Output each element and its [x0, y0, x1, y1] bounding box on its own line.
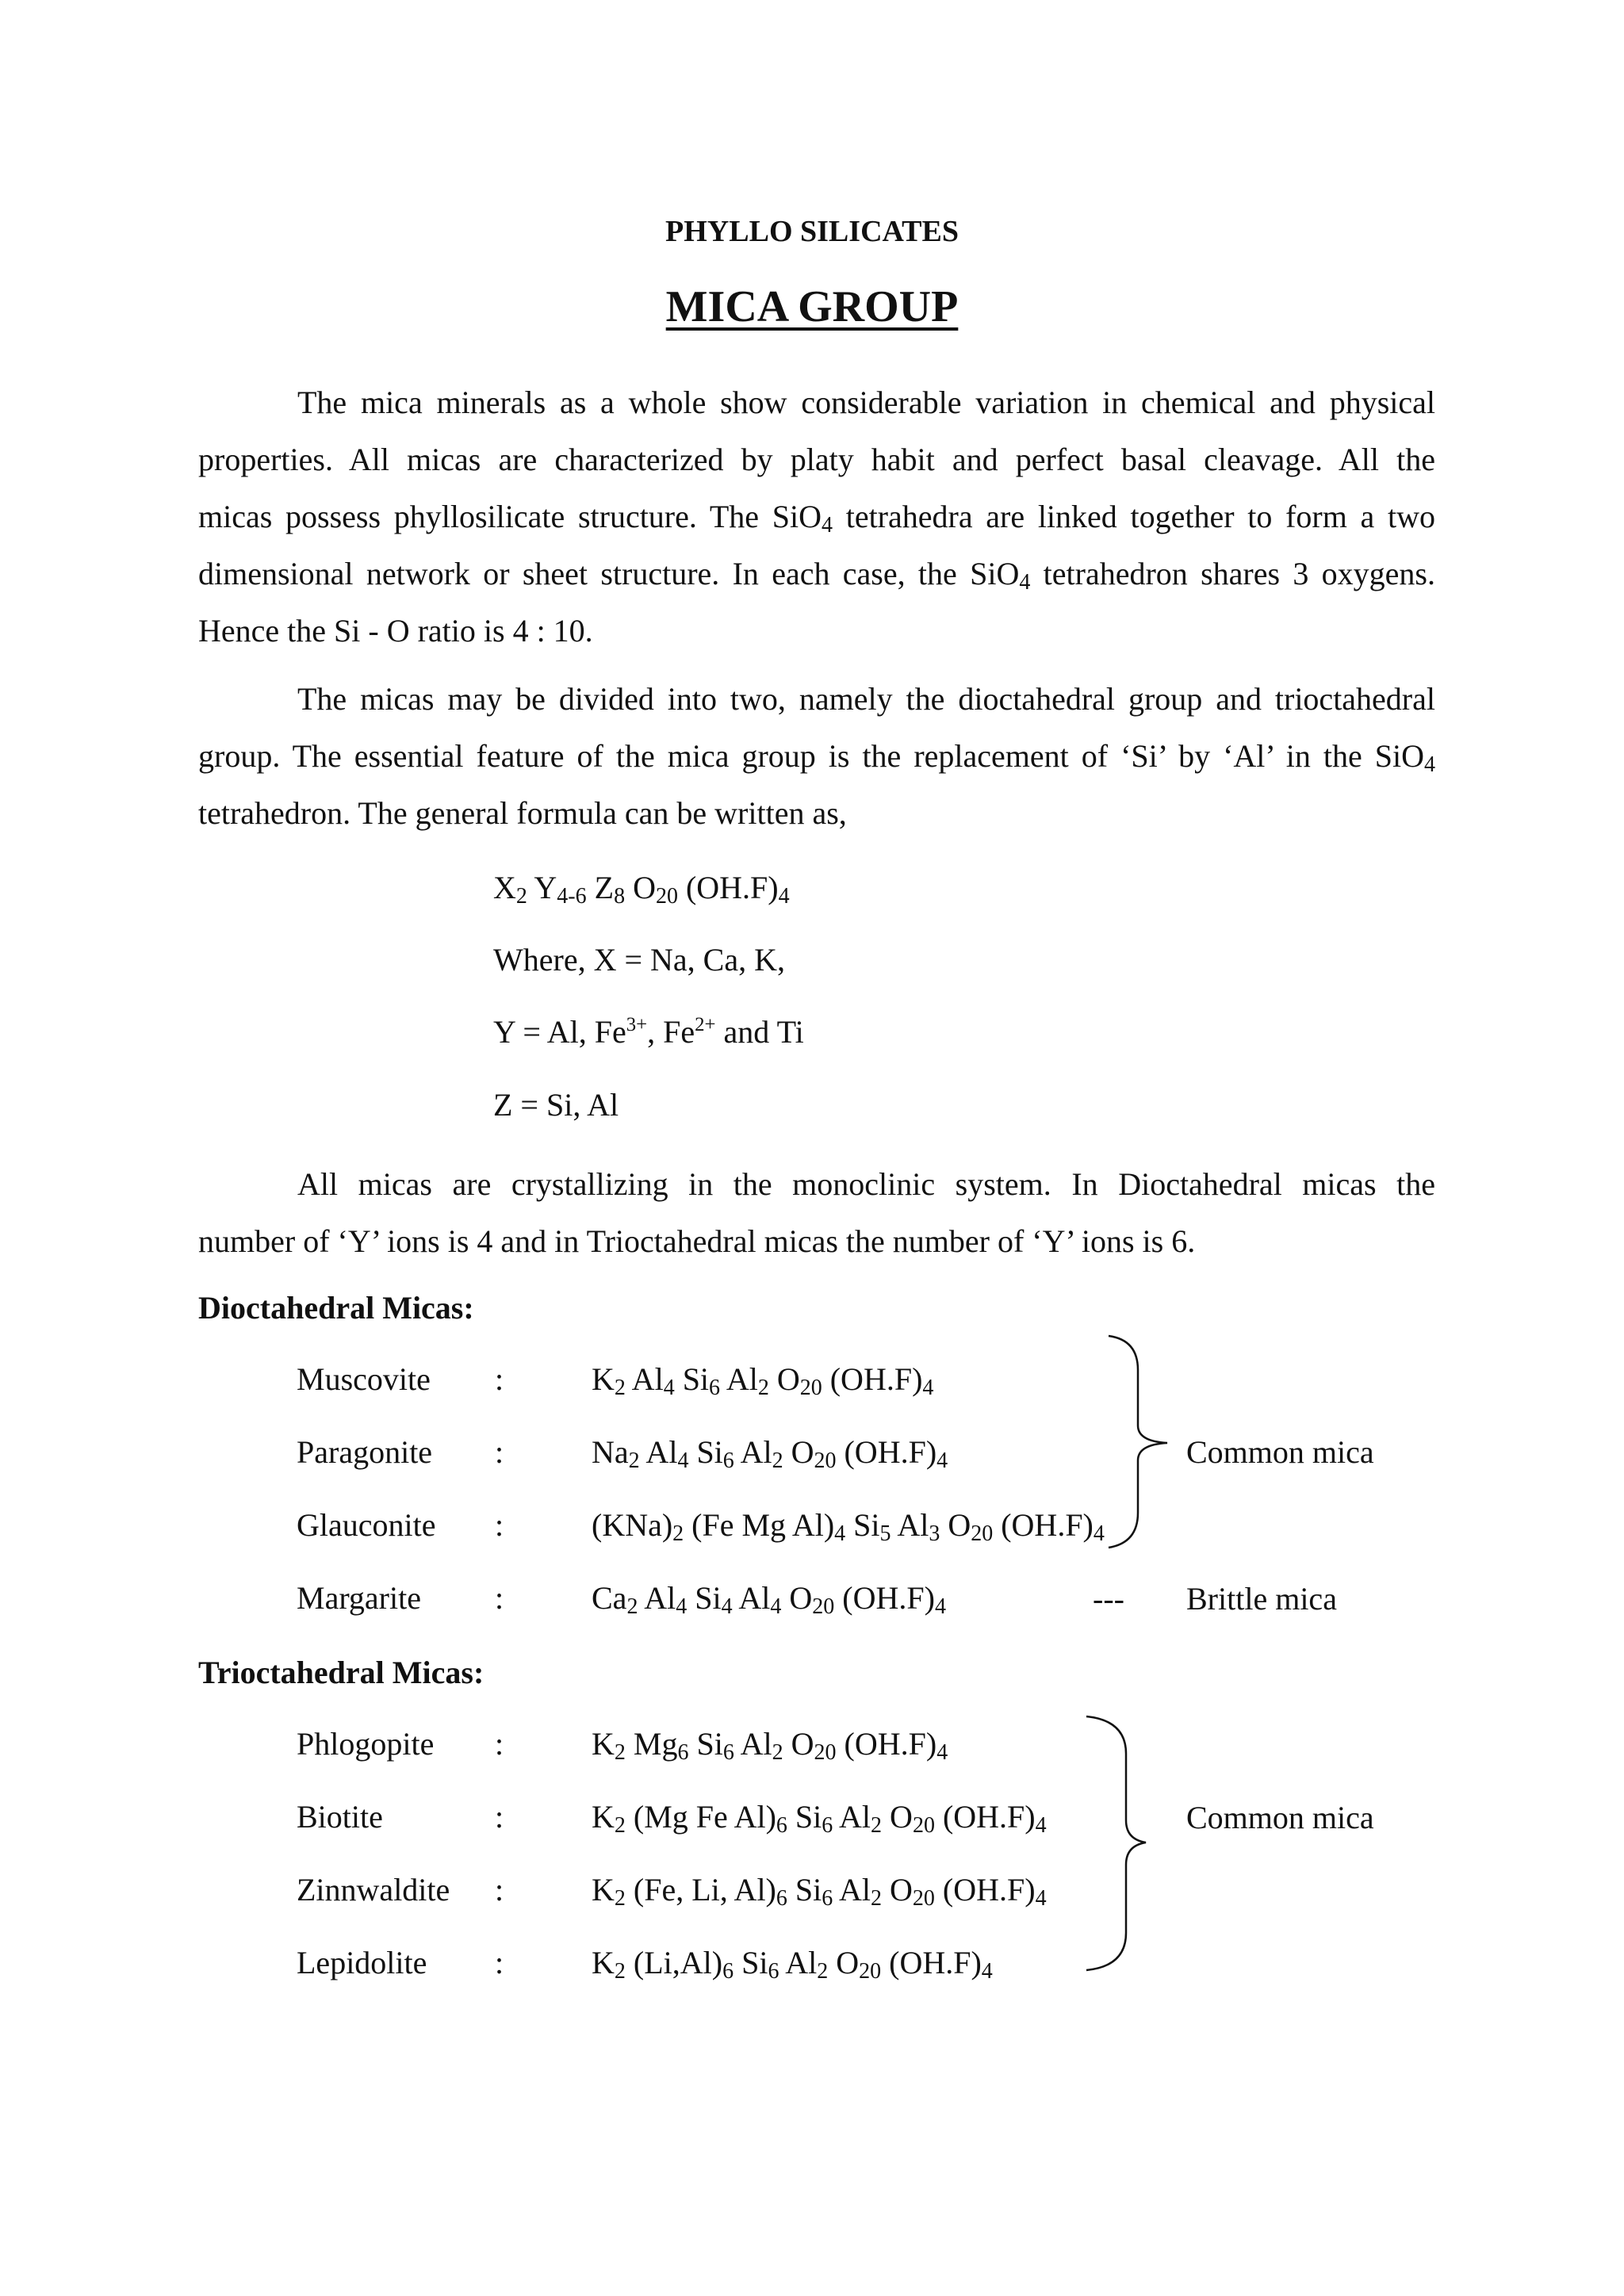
trioctahedral-mineral-name: Zinnwaldite: [297, 1872, 450, 1908]
trioctahedral-heading: Trioctahedral Micas:: [198, 1655, 485, 1690]
dioctahedral-mineral-name: Paragonite: [297, 1434, 433, 1470]
paragraph-line: properties. All micas are characterized by platy habit and perfect basal cleavage. All the: [198, 442, 1435, 477]
dioctahedral-group-label: Common mica: [1186, 1434, 1374, 1470]
title-text: MICA GROUP: [665, 282, 959, 331]
dioctahedral-mineral-formula: $Ca_2$ $Al_4$ $Si_4$ $Al_4$ $O_{20}$ $(OH.F)_4$: [592, 1580, 946, 1620]
dioctahedral-colon: :: [495, 1580, 504, 1616]
formula-where-x: Where, X = Na, Ca, K,: [493, 942, 785, 978]
brittle-dash: ---: [1093, 1581, 1124, 1617]
general-formula: $X_2$ $Y_{4-6}$ $Z_8$ $O_{20}$ $(OH.F)_4$: [493, 870, 790, 909]
dioctahedral-heading: Dioctahedral Micas:: [198, 1290, 474, 1326]
dioctahedral-colon: :: [495, 1361, 504, 1397]
dioctahedral-mineral-name: Margarite: [297, 1580, 421, 1616]
dioctahedral-colon: :: [495, 1507, 504, 1543]
trioctahedral-mineral-name: Lepidolite: [297, 1945, 427, 1980]
formula-where-y: Y = Al, $Fe^{3+}$, $Fe^{2+}$ and Ti: [493, 1014, 804, 1050]
paragraph-crystal-system: [198, 1156, 1435, 1270]
dioctahedral-mineral-name: Muscovite: [297, 1361, 431, 1397]
trioctahedral-mineral-formula: $K_2$ $(Li,Al)_6$ $Si_6$ $Al_2$ $O_{20}$ $(OH.F)_4$: [592, 1945, 993, 1984]
dioctahedral-colon: :: [495, 1434, 504, 1470]
paragraph-line: Hence the Si - O ratio is 4 : 10.: [198, 613, 593, 649]
trioctahedral-mineral-name: Biotite: [297, 1799, 383, 1835]
dioctahedral-mineral-formula: $(KNa)_2$ (Fe Mg $Al)_4$ $Si_5$ $Al_3$ $O_{20}$ $(OH.F)_4$: [592, 1507, 1105, 1547]
paragraph-intro: [198, 374, 1435, 660]
dioctahedral-mineral-formula: $Na_2$ $Al_4$ $Si_6$ $Al_2$ $O_{20}$ $(OH.F)_4$: [592, 1434, 948, 1474]
paragraph-line: The mica minerals as a whole show considerable variation in chemical and physical: [297, 385, 1435, 420]
trioctahedral-colon: :: [495, 1799, 504, 1835]
paragraph-line: tetrahedron. The general formula can be written as,: [198, 795, 847, 831]
trioctahedral-colon: :: [495, 1945, 504, 1980]
paragraph-line: dimensional network or sheet structure. In each case, the SiO$_4$ tetrahedron shares 3 oxygens.: [198, 556, 1435, 595]
dioctahedral-brace: [1094, 1332, 1166, 1554]
trioctahedral-colon: :: [495, 1726, 504, 1762]
trioctahedral-mineral-formula: $K_2$ (Mg Fe $Al)_6$ $Si_6$ $Al_2$ $O_{20}$ $(OH.F)_4$: [592, 1799, 1047, 1839]
formula-where-z: Z = Si, Al: [493, 1087, 619, 1123]
trioctahedral-brace: [1082, 1712, 1154, 1974]
trioctahedral-colon: :: [495, 1872, 504, 1908]
document-supertitle: PHYLLO SILICATES: [665, 215, 959, 248]
document-title: [0, 281, 1624, 332]
trioctahedral-mineral-name: Phlogopite: [297, 1726, 435, 1762]
paragraph-line: micas possess phyllosilicate structure. The SiO$_4$ tetrahedra are linked together to form a two: [198, 499, 1435, 538]
trioctahedral-mineral-formula: $K_2$ (Fe, Li, $Al)_6$ $Si_6$ $Al_2$ $O_{20}$ $(OH.F)_4$: [592, 1872, 1047, 1911]
dioctahedral-mineral-formula: $K_2$ $Al_4$ $Si_6$ $Al_2$ $O_{20}$ $(OH.F)_4$: [592, 1361, 934, 1401]
paragraph-line: group. The essential feature of the mica group is the replacement of ‘Si’ by ‘Al’ in the SiO$_4$: [198, 738, 1435, 778]
brittle-mica-label: Brittle mica: [1186, 1581, 1337, 1617]
dioctahedral-mineral-name: Glauconite: [297, 1507, 436, 1543]
trioctahedral-group-label: Common mica: [1186, 1800, 1374, 1835]
paragraph-line: The micas may be divided into two, namely the dioctahedral group and trioctahedral: [297, 681, 1435, 717]
paragraph-division: [198, 671, 1435, 842]
paragraph-line: number of ‘Y’ ions is 4 and in Trioctahedral micas the number of ‘Y’ ions is 6.: [198, 1223, 1196, 1259]
trioctahedral-mineral-formula: $K_2$ $Mg_6$ $Si_6$ $Al_2$ $O_{20}$ $(OH.F)_4$: [592, 1726, 948, 1766]
paragraph-line: All micas are crystallizing in the monoclinic system. In Dioctahedral micas the: [297, 1166, 1435, 1202]
